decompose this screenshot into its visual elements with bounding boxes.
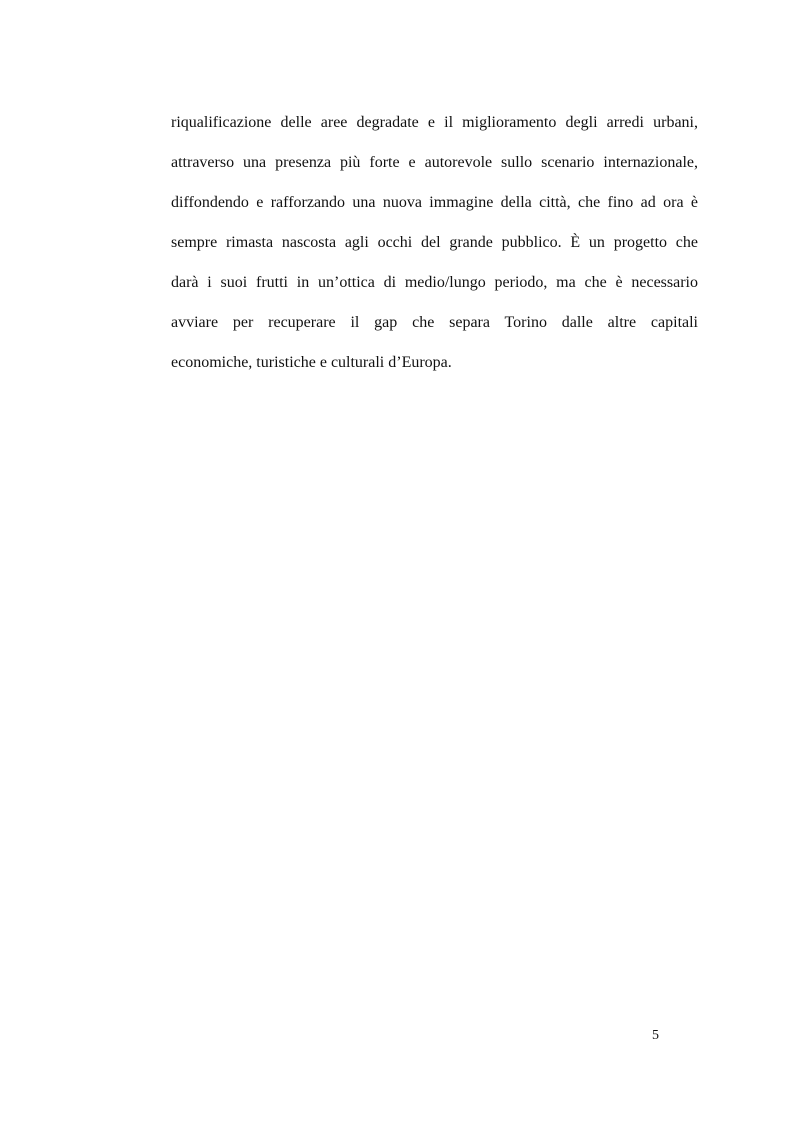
paragraph-line-2: attraverso una presenza più forte e autorevole sullo scenario internazionale, (171, 154, 698, 171)
paragraph-line-7: economiche, turistiche e culturali d’Europa. (171, 354, 452, 371)
paragraph-line-4: sempre rimasta nascosta agli occhi del grande pubblico. È un progetto che (171, 234, 698, 251)
paragraph-line-6: avviare per recuperare il gap che separa Torino dalle altre capitali (171, 314, 698, 331)
page-number: 5 (652, 1028, 659, 1043)
body-paragraph (171, 106, 698, 386)
paragraph-line-1: riqualificazione delle aree degradate e il miglioramento degli arredi urbani, (171, 114, 698, 131)
paragraph-line-3: diffondendo e rafforzando una nuova immagine della città, che fino ad ora è (171, 194, 698, 211)
paragraph-line-5: darà i suoi frutti in un’ottica di medio/lungo periodo, ma che è necessario (171, 274, 698, 291)
